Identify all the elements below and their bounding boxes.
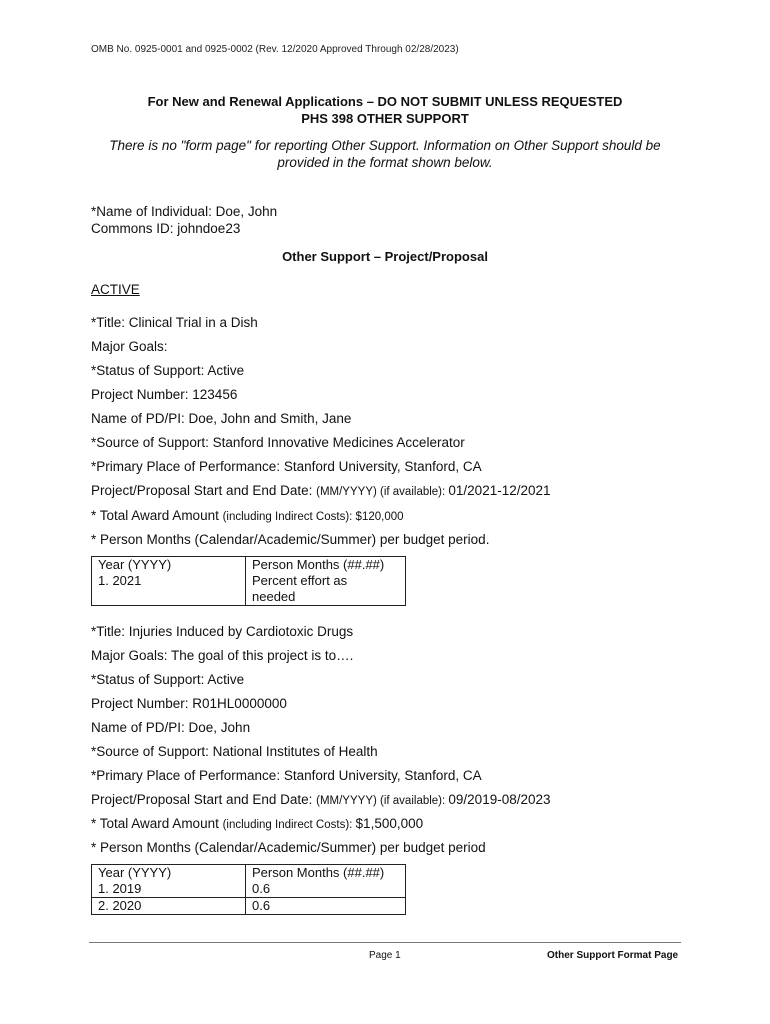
project-1-number: Project Number: 123456 [91, 387, 238, 402]
project-2-dates [91, 792, 551, 807]
project-1-person-months-label: * Person Months (Calendar/Academic/Summer) per budget period. [91, 532, 490, 547]
document-title: For New and Renewal Applications – DO NOT SUBMIT UNLESS REQUESTED [147, 94, 623, 109]
project-1-award [91, 508, 404, 523]
award-value: $1,500,000 [355, 816, 424, 831]
project-2-title: *Title: Injuries Induced by Cardiotoxic Drugs [91, 624, 354, 639]
project-2-status: *Status of Support: Active [91, 672, 245, 687]
footer-format-label: Other Support Format Page [547, 950, 679, 961]
table-row [92, 557, 406, 606]
months-value: Percent effort as [252, 573, 348, 588]
page-number: Page 1 [369, 950, 401, 961]
table-row [92, 865, 406, 898]
project-1-status: *Status of Support: Active [91, 363, 245, 378]
project-1-source: *Source of Support: Stanford Innovative Medicines Accelerator [91, 435, 465, 450]
award-value: $120,000 [355, 511, 404, 523]
project-1-goals: Major Goals: [91, 339, 168, 354]
project-1-title: *Title: Clinical Trial in a Dish [91, 315, 258, 330]
footer-divider [89, 942, 681, 943]
dates-hint: (MM/YYYY) (if available): [316, 486, 449, 498]
months-value-cont: needed [252, 589, 296, 604]
months-cell [246, 557, 406, 606]
project-1-pdpi: Name of PD/PI: Doe, John and Smith, Jane [91, 411, 352, 426]
document-subtitle: PHS 398 OTHER SUPPORT [301, 111, 469, 126]
dates-label: Project/Proposal Start and End Date: [91, 483, 317, 498]
year-header: Year (YYYY) [98, 557, 172, 572]
award-hint: (including Indirect Costs): [222, 511, 356, 523]
dates-hint: (MM/YYYY) (if available): [316, 795, 449, 807]
months-header: Person Months (##.##) [252, 865, 385, 880]
status-heading: ACTIVE [91, 282, 140, 297]
project-2-source: *Source of Support: National Institutes of Health [91, 744, 378, 759]
intro-text: There is no "form page" for reporting Other Support. Information on Other Support should be [109, 138, 661, 153]
individual-name: *Name of Individual: Doe, John [91, 204, 278, 219]
year-value: 1. 2021 [98, 573, 142, 588]
project-2-pdpi: Name of PD/PI: Doe, John [91, 720, 251, 735]
project-2-person-months-table [91, 864, 406, 915]
project-1-person-months-table [91, 556, 406, 606]
project-1-place: *Primary Place of Performance: Stanford University, Stanford, CA [91, 459, 482, 474]
section-title: Other Support – Project/Proposal [282, 249, 488, 264]
dates-value: 09/2019-08/2023 [448, 792, 551, 807]
project-2-goals: Major Goals: The goal of this project is to…. [91, 648, 354, 663]
year-header: Year (YYYY) [98, 865, 172, 880]
year-cell [92, 557, 246, 606]
year-cell: 2. 2020 [92, 898, 246, 915]
commons-id: Commons ID: johndoe23 [91, 221, 241, 236]
months-value: 0.6 [252, 881, 271, 896]
months-cell: 0.6 [246, 898, 406, 915]
project-2-place: *Primary Place of Performance: Stanford University, Stanford, CA [91, 768, 482, 783]
dates-value: 01/2021-12/2021 [448, 483, 551, 498]
year-value: 1. 2019 [98, 881, 142, 896]
months-cell [246, 865, 406, 898]
award-label: * Total Award Amount [91, 508, 223, 523]
table-row [92, 898, 406, 915]
project-2-person-months-label: * Person Months (Calendar/Academic/Summer) per budget period [91, 840, 486, 855]
year-cell [92, 865, 246, 898]
project-1-dates [91, 483, 551, 498]
project-2-number: Project Number: R01HL0000000 [91, 696, 287, 711]
intro-text-cont: provided in the format shown below. [277, 155, 493, 170]
months-header: Person Months (##.##) [252, 557, 385, 572]
dates-label: Project/Proposal Start and End Date: [91, 792, 317, 807]
award-hint: (including Indirect Costs): [222, 819, 356, 831]
project-2-award [91, 816, 423, 831]
omb-notice: OMB No. 0925-0001 and 0925-0002 (Rev. 12/2020 Approved Through 02/28/2023) [91, 44, 459, 55]
award-label: * Total Award Amount [91, 816, 223, 831]
